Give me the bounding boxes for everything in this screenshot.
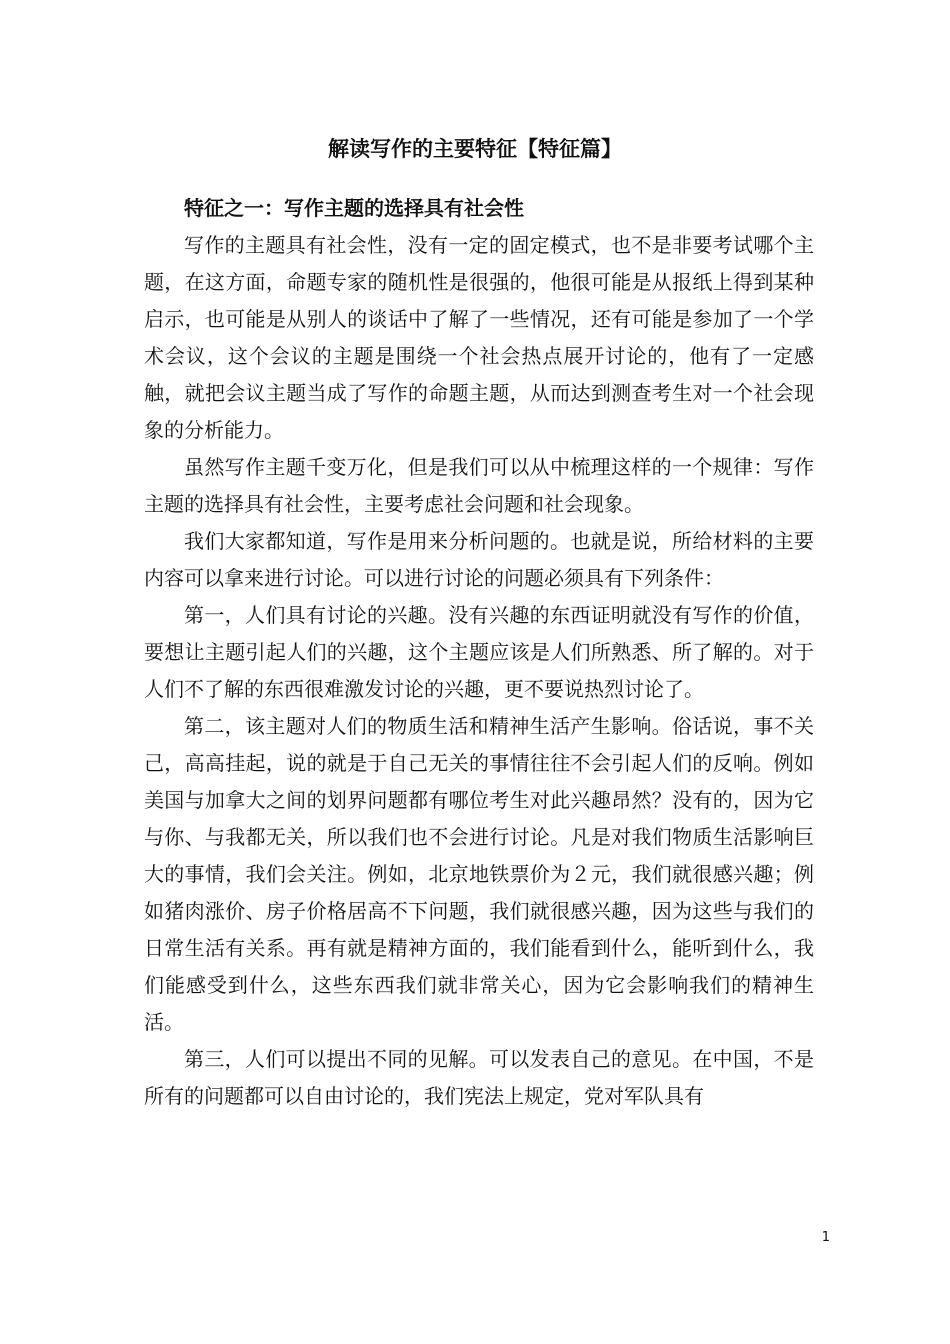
document-body [144,190,814,1115]
paragraph-3: 我们大家都知道，写作是用来分析问题的。也就是说，所给材料的主要内容可以拿来进行讨论。可以进行讨论的问题必须具有下列条件： [144,529,814,590]
paragraph-2: 虽然写作主题千变万化，但是我们可以从中梳理这样的一个规律：写作主题的选择具有社会性，主要考虑社会问题和社会现象。 [144,455,814,516]
paragraph-5: 第二，该主题对人们的物质生活和精神生活产生影响。俗话说，事不关己，高高挂起，说的就是于自己无关的事情往往不会引起人们的反响。例如美国与加拿大之间的划界问题都有哪位考生对此兴趣昂然？没有的，因为它与你、与我都无关，所以我们也不会进行讨论。凡是对我们物质生活影响巨大的事情，我们会关注。例如，北京地铁票价为２元，我们就很感兴趣；例如猪肉涨价、房子价格居高不下问题，我们就很感兴趣，因为这些与我们的日常生活有关系。再有就是精神方面的，我们能看到什么，能听到什么，我们能感受到什么，这些东西我们就非常关心，因为它会影响我们的精神生活。 [144,714,814,1034]
document-title: 解读写作的主要特征【特征篇】 [328,136,622,162]
paragraph-4: 第一，人们具有讨论的兴趣。没有兴趣的东西证明就没有写作的价值，要想让主题引起人们的兴趣，这个主题应该是人们所熟悉、所了解的。对于人们不了解的东西很难激发讨论的兴趣，更不要说热烈讨论了。 [144,603,814,701]
paragraph-6: 第三，人们可以提出不同的见解。可以发表自己的意见。在中国，不是所有的问题都可以自由讨论的，我们宪法上规定，党对军队具有 [144,1047,814,1108]
paragraph-1: 写作的主题具有社会性，没有一定的固定模式，也不是非要考试哪个主题，在这方面，命题专家的随机性是很强的，他很可能是从报纸上得到某种启示，也可能是从别人的谈话中了解了一些情况，还有可能是参加了一个学术会议，这个会议的主题是围绕一个社会热点展开讨论的，他有了一定感触，就把会议主题当成了写作的命题主题，从而达到测查考生对一个社会现象的分析能力。 [144,233,814,442]
section-heading: 特征之一：写作主题的选择具有社会性 [184,196,524,220]
page-number: 1 [821,1230,830,1245]
